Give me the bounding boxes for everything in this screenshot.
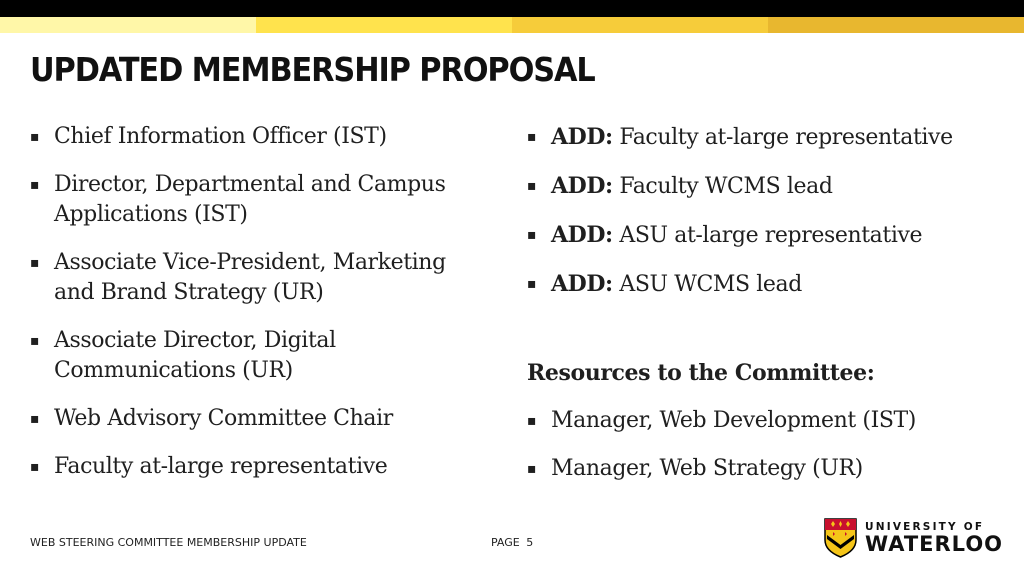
item-text: Faculty WCMS lead	[619, 174, 833, 199]
page-number: PAGE 5	[491, 536, 534, 549]
list-item: ▪ Associate Director, Digital Communications (UR)	[30, 326, 480, 386]
stripe-2	[256, 17, 512, 33]
add-prefix: ADD:	[551, 173, 613, 199]
item-text: ASU WCMS lead	[619, 272, 802, 297]
item-text: ASU at-large representative	[619, 223, 923, 248]
top-bar	[0, 0, 1024, 17]
list-item: ▪ Manager, Web Strategy (UR)	[527, 454, 997, 484]
logo-line-university: UNIVERSITY OF	[865, 521, 985, 533]
add-prefix: ADD:	[551, 222, 613, 248]
list-item: ▪ Manager, Web Development (IST)	[527, 406, 997, 436]
list-item	[527, 220, 997, 251]
left-column	[30, 122, 480, 500]
resources-section	[527, 358, 997, 484]
footer-title: WEB STEERING COMMITTEE MEMBERSHIP UPDATE	[30, 536, 307, 549]
resources-list	[527, 406, 997, 484]
added-members-list	[527, 122, 997, 300]
university-logo	[824, 518, 1003, 558]
list-item: ▪ Director, Departmental and Campus Applications (IST)	[30, 170, 480, 230]
slide-title: UPDATED MEMBERSHIP PROPOSAL	[30, 50, 595, 89]
list-item: ▪ Associate Vice-President, Marketing and Brand Strategy (UR)	[30, 248, 480, 308]
item-text: Faculty at-large representative	[619, 125, 953, 150]
list-item	[527, 171, 997, 202]
logo-line-waterloo: WATERLOO	[865, 532, 1004, 556]
color-stripes	[0, 17, 1024, 33]
list-item	[527, 269, 997, 300]
university-shield-icon	[824, 518, 857, 558]
list-item	[527, 122, 997, 153]
add-prefix: ADD:	[551, 124, 613, 150]
list-item: ▪ Web Advisory Committee Chair	[30, 404, 480, 434]
stripe-4	[768, 17, 1024, 33]
current-members-list	[30, 122, 480, 482]
list-item: ▪ Faculty at-large representative	[30, 452, 480, 482]
list-item: ▪ Chief Information Officer (IST)	[30, 122, 480, 152]
stripe-3	[512, 17, 768, 33]
add-prefix: ADD:	[551, 271, 613, 297]
stripe-1	[0, 17, 256, 33]
right-column	[527, 122, 997, 502]
resources-heading: Resources to the Committee:	[527, 360, 875, 386]
logo-text	[865, 521, 1003, 555]
